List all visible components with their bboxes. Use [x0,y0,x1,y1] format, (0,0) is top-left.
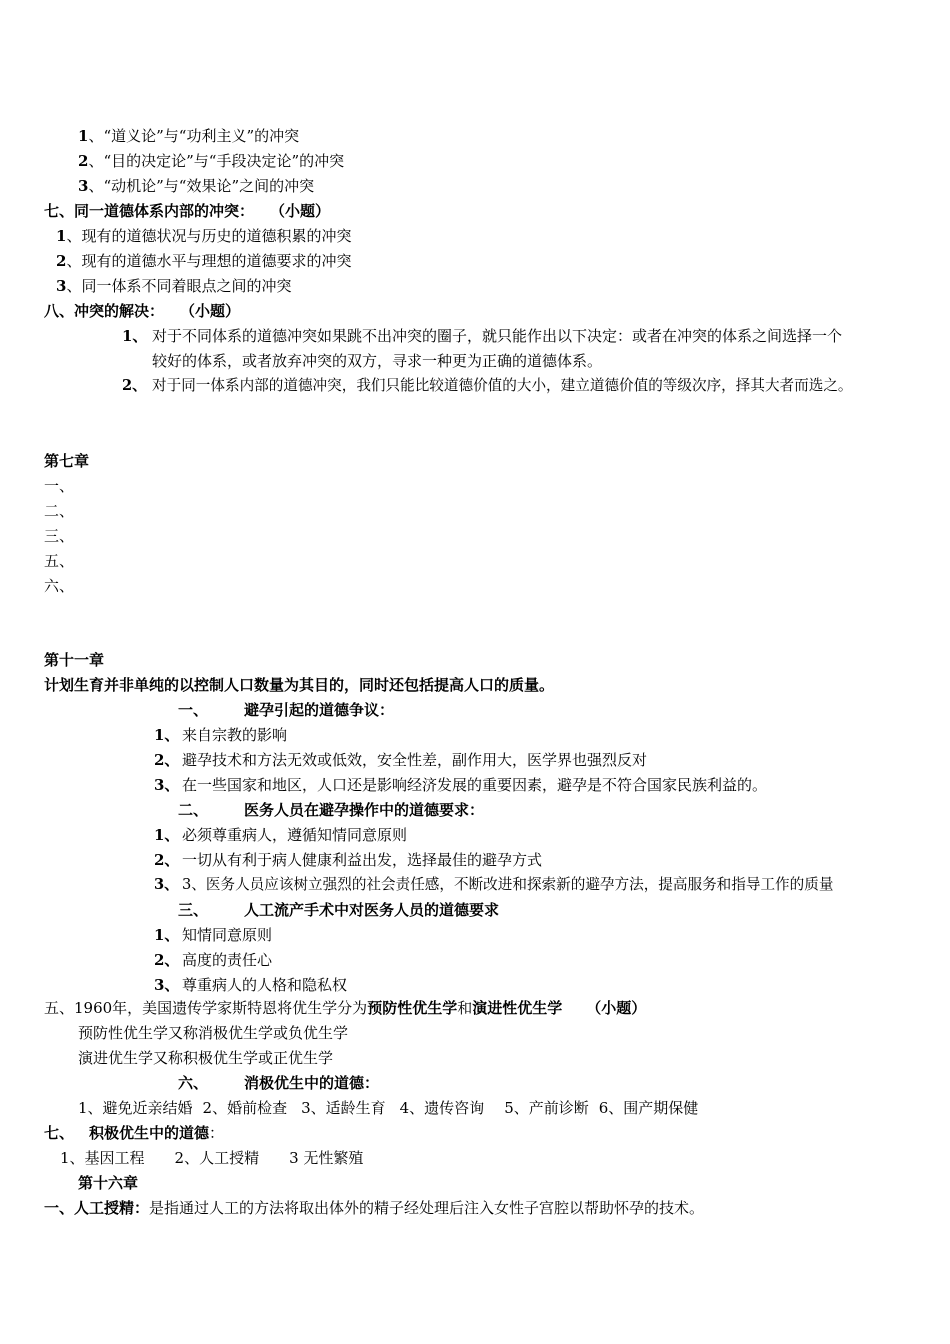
chapter-intro: 计划生育并非单纯的以控制人口数量为其目的，同时还包括提高人口的质量。 [44,676,555,694]
list-item: 三、 [44,527,75,545]
list-item: 1、“道义论”与“功利主义”的冲突 [78,127,300,145]
subsection-heading: 七、 积极优生中的道德： [44,1124,225,1142]
definition-line: 预防性优生学又称消极优生学或负优生学 [78,1024,349,1042]
eugenics-classification: 五、1960年，美国遗传学家斯特恩将优生学分为预防性优生学和演进性优生学 （小题） [44,999,647,1017]
list-item: 2、 对于同一体系内部的道德冲突，我们只能比较道德价值的大小，建立道德价值的等级次序，择其大者而选之。 [122,377,853,394]
subsection-heading: 二、 医务人员在避孕操作中的道德要求： [178,801,485,819]
list-item: 2、 一切从有利于病人健康利益出发，选择最佳的避孕方式 [154,851,543,869]
list-item: 2、“目的决定论”与“手段决定论”的冲突 [78,152,345,170]
list-item: 1、 知情同意原则 [154,926,273,944]
list-item: 2、现有的道德水平与理想的道德要求的冲突 [56,252,352,270]
list-item: 1、 对于不同体系的道德冲突如果跳不出冲突的圈子，就只能作出以下决定：或者在冲突的体系之间选择一个 [122,327,843,345]
list-item: 一、 [44,477,75,495]
list-item-continuation: 较好的体系，或者放弃冲突的双方，寻求一种更为正确的道德体系。 [152,352,603,370]
definition-line: 一、人工授精：是指通过人工的方法将取出体外的精子经处理后注入女性子宫腔以帮助怀孕的技术。 [44,1199,705,1217]
list-item: 3、 3、医务人员应该树立强烈的社会责任感，不断改进和探索新的避孕方法，提高服务和指导工作的质量 [154,876,834,893]
list-item: 3、同一体系不同着眼点之间的冲突 [56,277,292,295]
list-item: 3、 尊重病人的人格和隐私权 [154,976,348,994]
list-item: 3、 在一些国家和地区，人口还是影响经济发展的重要因素，避孕是不符合国家民族利益的。 [154,776,768,794]
inline-list: 1、避免近亲结婚 2、婚前检查 3、适龄生育 4、遗传咨询 5、产前诊断 6、围产期保健 [78,1099,699,1117]
section-heading: 八、冲突的解决： （小题） [44,302,241,320]
subsection-heading: 一、 避孕引起的道德争议： [178,701,395,719]
list-item: 1、现有的道德状况与历史的道德积累的冲突 [56,227,352,245]
chapter-title: 第七章 [44,452,90,470]
definition-line: 演进优生学又称积极优生学或正优生学 [78,1049,334,1067]
list-item: 2、 避孕技术和方法无效或低效，安全性差，副作用大，医学界也强烈反对 [154,751,648,769]
subsection-heading: 三、 人工流产手术中对医务人员的道德要求 [178,901,500,919]
section-heading: 七、同一道德体系内部的冲突： （小题） [44,202,331,220]
list-item: 2、 高度的责任心 [154,951,273,969]
list-item: 3、“动机论”与“效果论”之间的冲突 [78,177,315,195]
list-item: 五、 [44,552,75,570]
inline-list: 1、基因工程 2、人工授精 3 无性繁殖 [60,1149,364,1167]
list-item: 二、 [44,502,75,520]
chapter-title: 第十六章 [78,1174,139,1192]
list-item: 六、 [44,577,75,595]
subsection-heading: 六、 消极优生中的道德： [178,1074,380,1092]
list-item: 1、 来自宗教的影响 [154,726,288,744]
list-item: 1、 必须尊重病人，遵循知情同意原则 [154,826,408,844]
chapter-title: 第十一章 [44,651,105,669]
